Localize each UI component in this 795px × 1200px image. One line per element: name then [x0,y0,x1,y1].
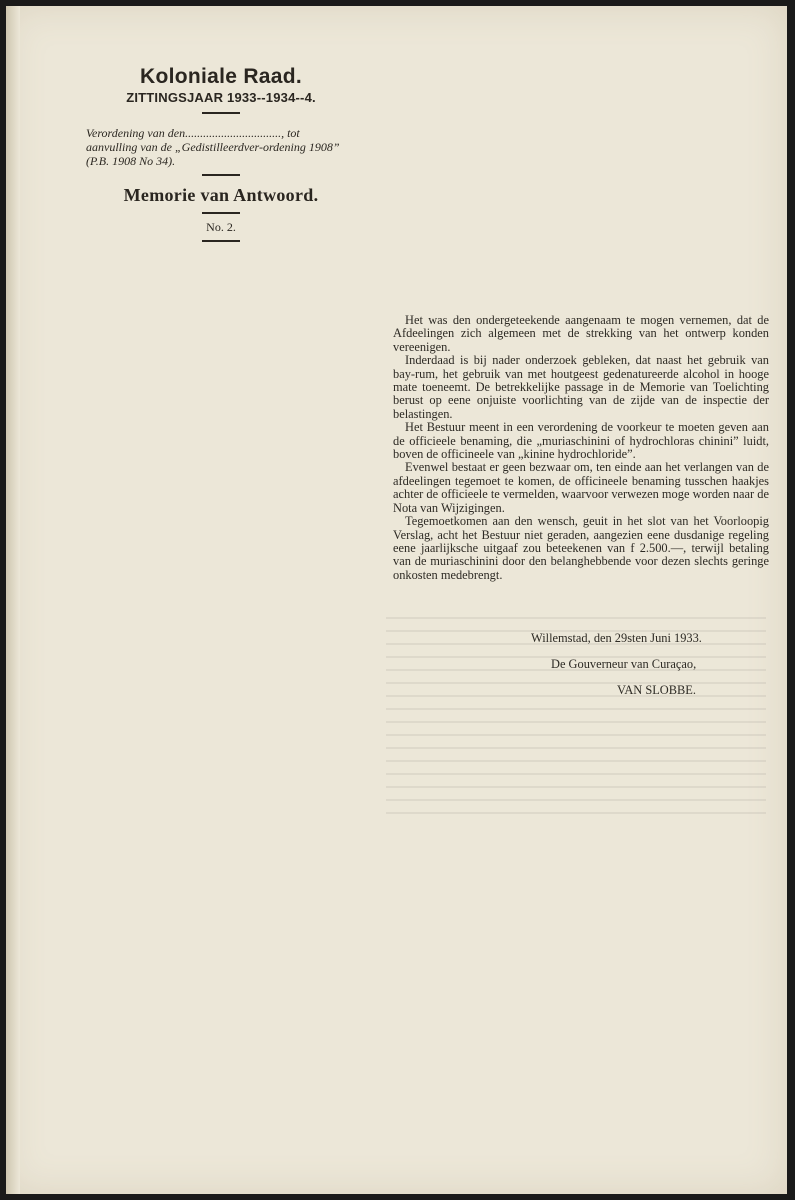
document-title: Memorie van Antwoord. [123,185,319,205]
paragraph: Het Bestuur meent in een verordening de voorkeur te moeten geven aan de officieele benaming, die „muriaschinini of hydrochloras chinini” luidt, boven de officineele van „kinine hydrochloride”. [393,420,769,462]
paragraph: Tegemoetkomen aan den wensch, geuit in het slot van het Voorloopig Verslag, acht het Bestuur niet geraden, aangezien eene dusdanige regeling eene jaarlijksche uitgaaf zou beteekenen van f 2.500.—, terwijl betaling van de muriaschinini door den belanghebbende voor dezen slechts geringe onkosten medebrengt. [393,514,769,582]
header-divider [202,112,240,114]
document-header [76,64,366,248]
paragraph: Inderdaad is bij nader onderzoek gebleken, dat naast het gebruik van bay-rum, het gebruik van met houtgeest gedenatureerde alcohol in hooge mate toeneemt. De betrekkelijke passage in de Memorie van Toelichting berust op eene onjuiste voorlichting van de zijde van de inspectie der belastingen. [393,353,769,421]
document-page [6,6,787,1194]
signatory-office: De Gouverneur van Curaçao, [551,657,697,671]
page-binding-edge [6,6,20,1194]
paragraph: Het was den ondergeteekende aangenaam te mogen vernemen, dat de Afdeelingen zich algemeen met de strekking van het ontwerp konden vereenigen. [393,313,769,354]
session-year: ZITTINGSJAAR 1933--1934--4. [126,90,316,105]
place-date: Willemstad, den 29sten Juni 1933. [531,631,702,645]
description-divider [202,174,240,176]
document-number: No. 2. [206,220,236,234]
council-title: Koloniale Raad. [139,65,303,88]
ordinance-description: Verordening van den................................, tot aanvulling van de „Gedistilleerdver-ordening 1908” (P.B. 1908 No 34). [86,126,340,168]
bleed-through-text [386,606,766,936]
title-divider [202,212,240,214]
number-divider [202,240,240,242]
signatory-name: VAN SLOBBE. [617,683,696,697]
memorandum-body [393,314,769,582]
paragraph: Evenwel bestaat er geen bezwaar om, ten einde aan het verlangen van de afdeelingen tegemoet te komen, de officineele benaming tusschen haakjes achter de officieele te vermelden, waarvoor verwezen moge worden naar de Nota van Wijzigingen. [393,460,769,515]
